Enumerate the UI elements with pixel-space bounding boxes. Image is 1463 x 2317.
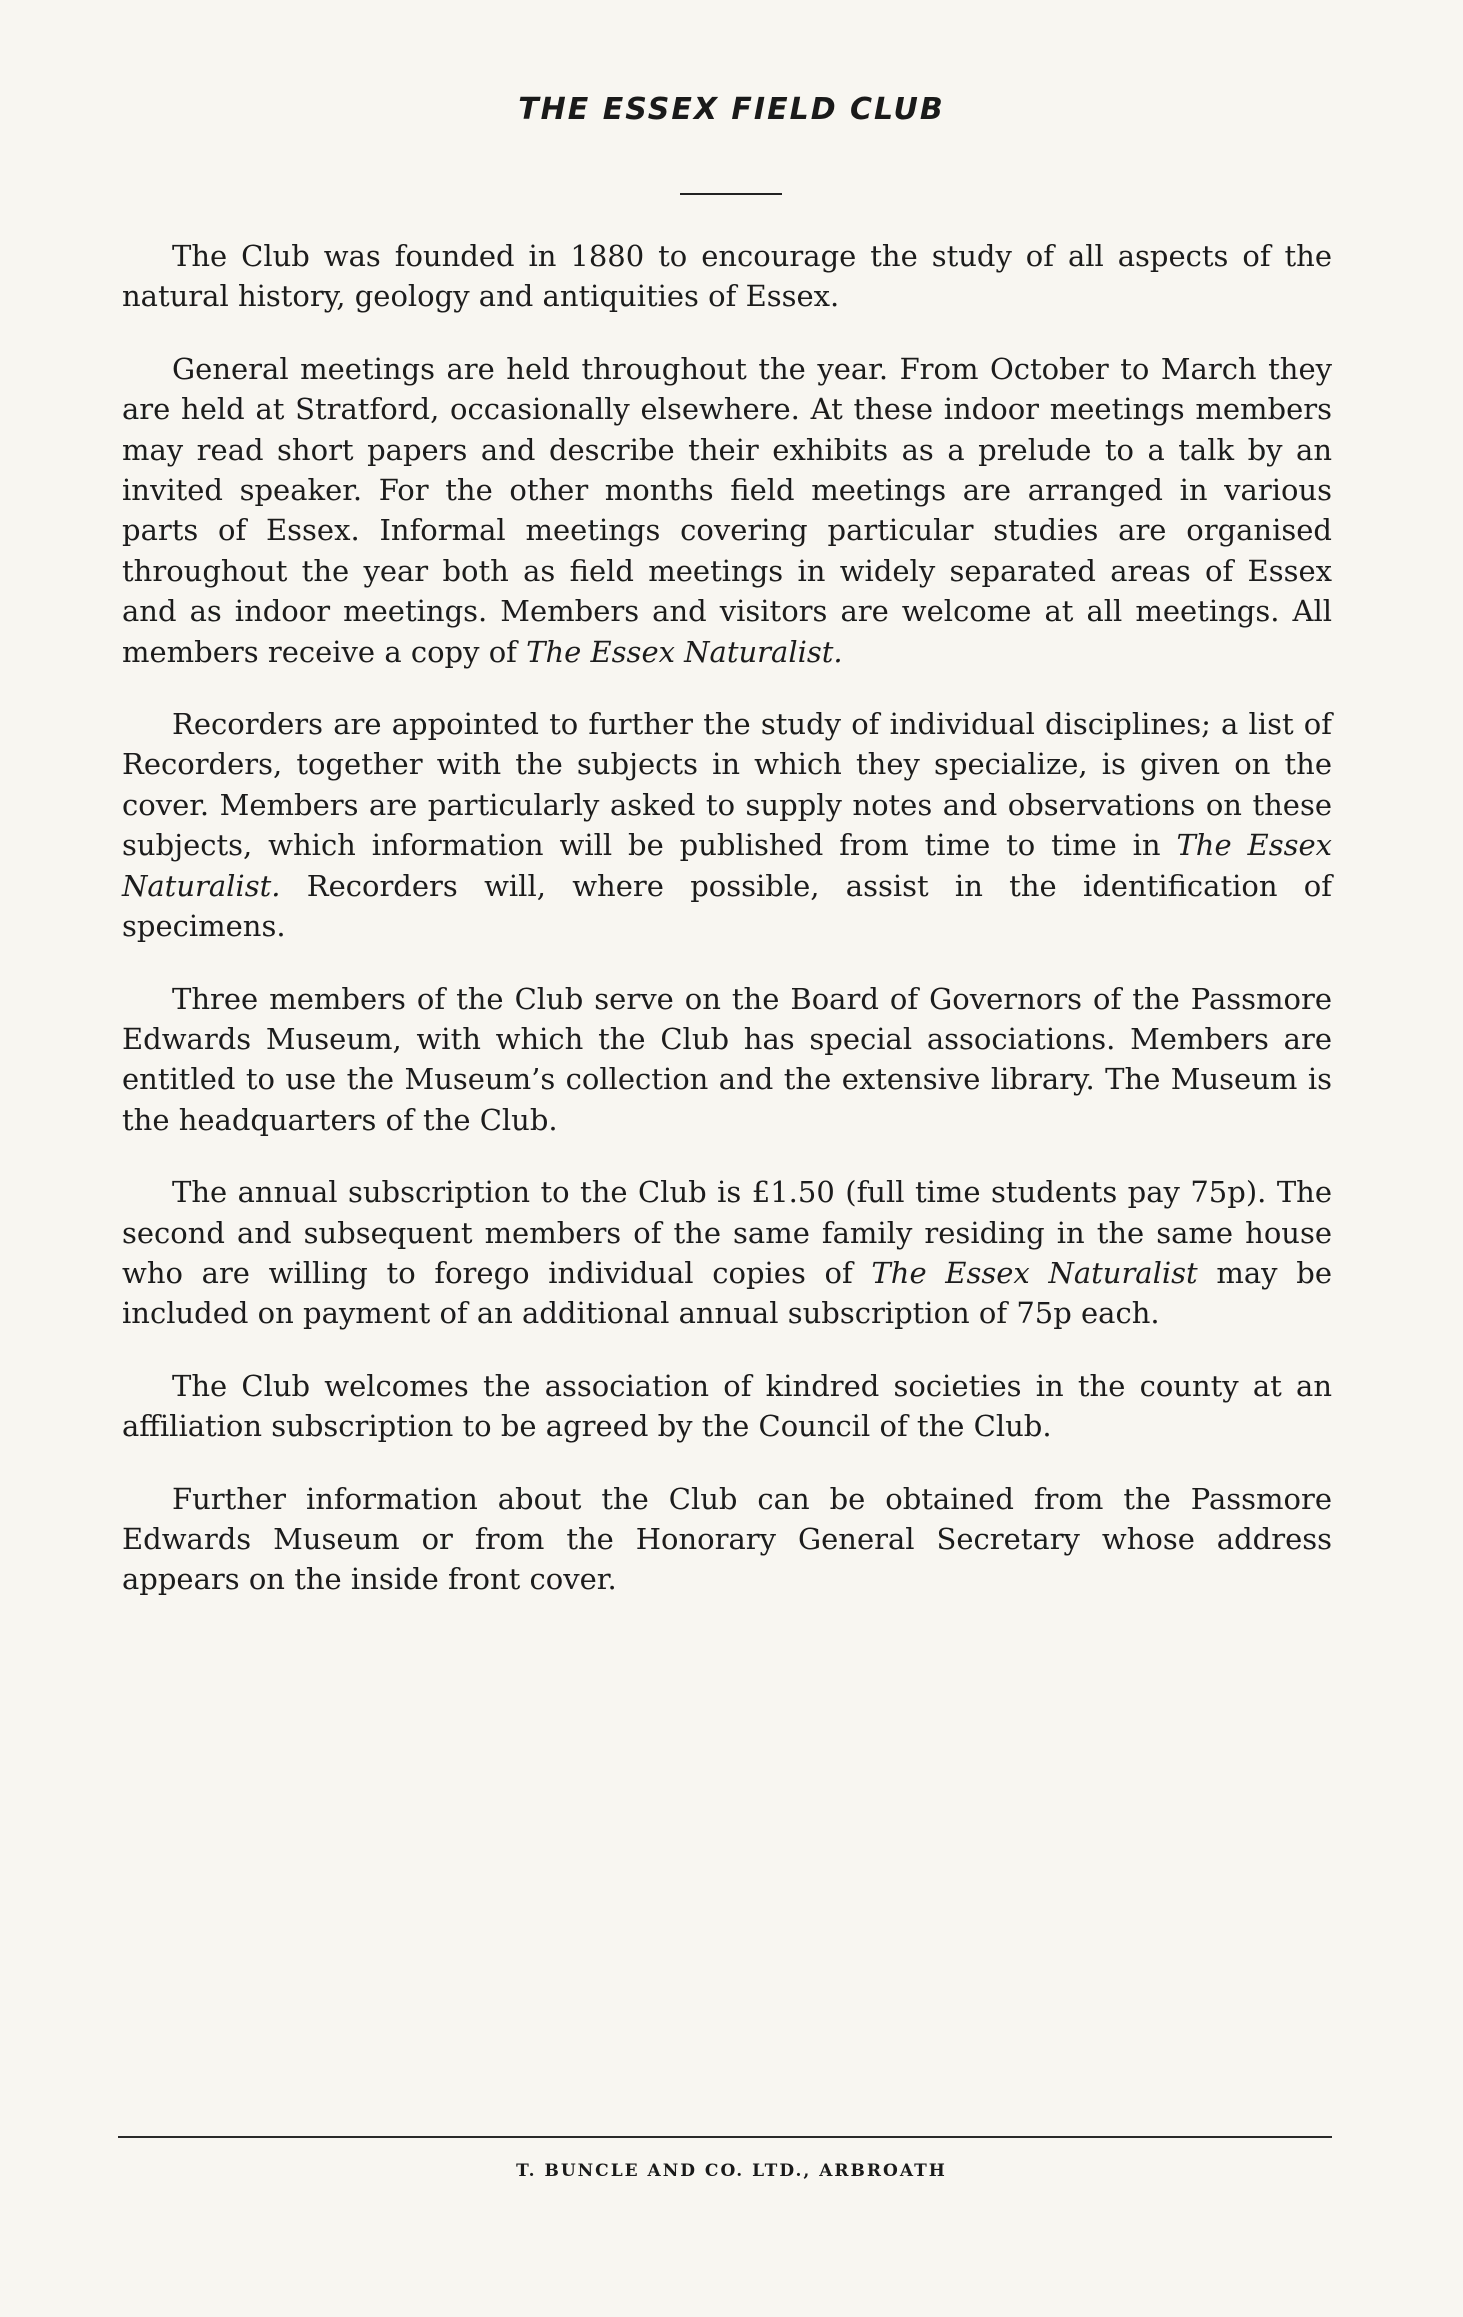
paragraph-text: The Club was founded in 1880 to encourage the study of all aspects of the natural history, geology and antiquities of Essex. (122, 239, 1332, 314)
paragraph-affiliation (122, 1366, 1332, 1447)
paragraph-museum (122, 979, 1332, 1141)
paragraph-recorders (122, 704, 1332, 946)
paragraph-text: may be included on payment of an additional annual subscription of 75p each. (122, 1255, 1332, 1331)
body-text (122, 236, 1332, 1632)
paragraph-text: General meetings are held throughout the year. From October to March they are held at Stratford, occasionally elsewhere. At these indoor meetings members may read short papers and describe their exhibits as a prelude to a talk by an invited speaker. For the other months field meetings are arranged in various parts of Essex. Informal meetings covering particular studies are organised throughout the year both as field meetings in widely separated areas of Essex and as indoor meetings. Members and visitors are welcome at all meetings. All members receive a copy of (122, 351, 1332, 669)
paragraph-text: The Club welcomes the association of kindred societies in the county at an affiliation subscription to be agreed by the Council of the Club. (122, 1368, 1332, 1444)
paragraph-text: Further information about the Club can be obtained from the Passmore Edwards Museum or from the Honorary General Secretary whose address appears on the inside front cover. (122, 1481, 1332, 1597)
paragraph-further-information (122, 1479, 1332, 1600)
paragraph-meetings (122, 349, 1332, 672)
paragraph-subscription (122, 1172, 1332, 1334)
paragraph-text: The annual subscription to the Club is £1.50 (full time students pay 75p). The second and subsequent members of the same family residing in the same house who are willing to forego individual copies of (122, 1175, 1332, 1290)
paragraph-text: Recorders are appointed to further the study of individual disciplines; a list of Recorders, together with the subjects in which they specialize, is given on the cover. Members are particularly asked to supply notes and observations on these subjects, which information will be published from time to time in (122, 707, 1332, 863)
paragraph-text: Three members of the Club serve on the Board of Governors of the Passmore Edwards Museum, with which the Club has special associations. Members are entitled to use the Museum’s collection and the extensive library. The Museum is the headquarters of the Club. (122, 981, 1332, 1137)
printer-imprint: T. BUNCLE AND CO. LTD., ARBROATH (516, 2161, 947, 2181)
publication-title: The Essex Naturalist. (526, 634, 843, 669)
paragraph-founding (122, 236, 1332, 317)
publication-title: The Essex Naturalist. (122, 828, 1332, 903)
footer-divider (118, 2136, 1332, 2138)
title-divider (680, 193, 782, 195)
paragraph-text: Recorders will, where possible, assist in the identification of specimens. (122, 868, 1332, 944)
publication-title: The Essex Naturalist (871, 1255, 1198, 1290)
page-title: THE ESSEX FIELD CLUB (518, 92, 945, 127)
